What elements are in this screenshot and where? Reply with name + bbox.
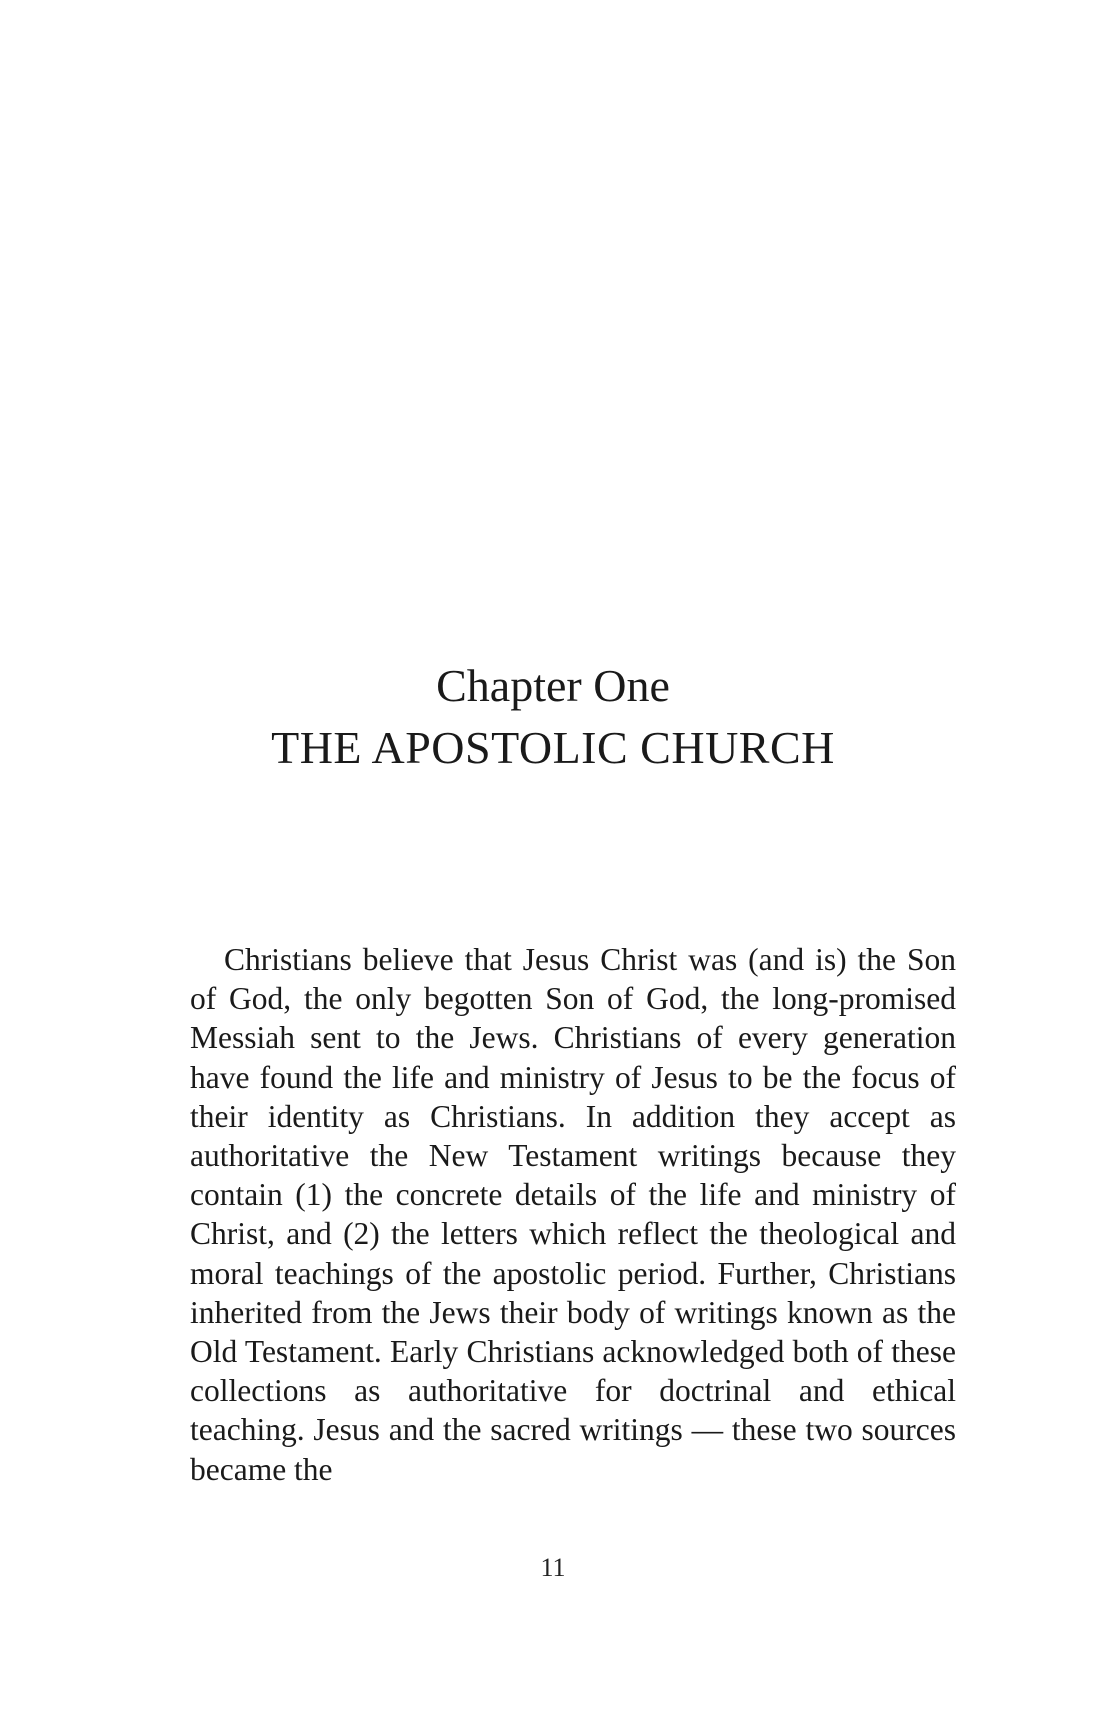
chapter-number: Chapter One — [436, 660, 670, 711]
chapter-title: THE APOSTOLIC CHURCH — [271, 722, 835, 773]
page-number: 11 — [540, 1553, 566, 1582]
body-paragraph: Christians believe that Jesus Christ was (and is) the Son of God, the only begotten Son of God, the long-promised Messiah sent to the Jews. Christians of every generation have found the life and ministry of Jesus to be the focus of their identity as Christians. In addition they accept as authoritative the New Testament writings because they contain (1) the concrete details of the life and ministry of Christ, and (2) the letters which reflect the theological and moral teachings of the apostolic period. Further, Christians inherited from the Jews their body of writings known as the Old Testament. Early Christians acknowledged both of these collections as authoritative for doctrinal and ethical teaching. Jesus and the sacred writings — these two sources became the — [190, 942, 956, 1487]
chapter-heading — [0, 655, 1106, 779]
